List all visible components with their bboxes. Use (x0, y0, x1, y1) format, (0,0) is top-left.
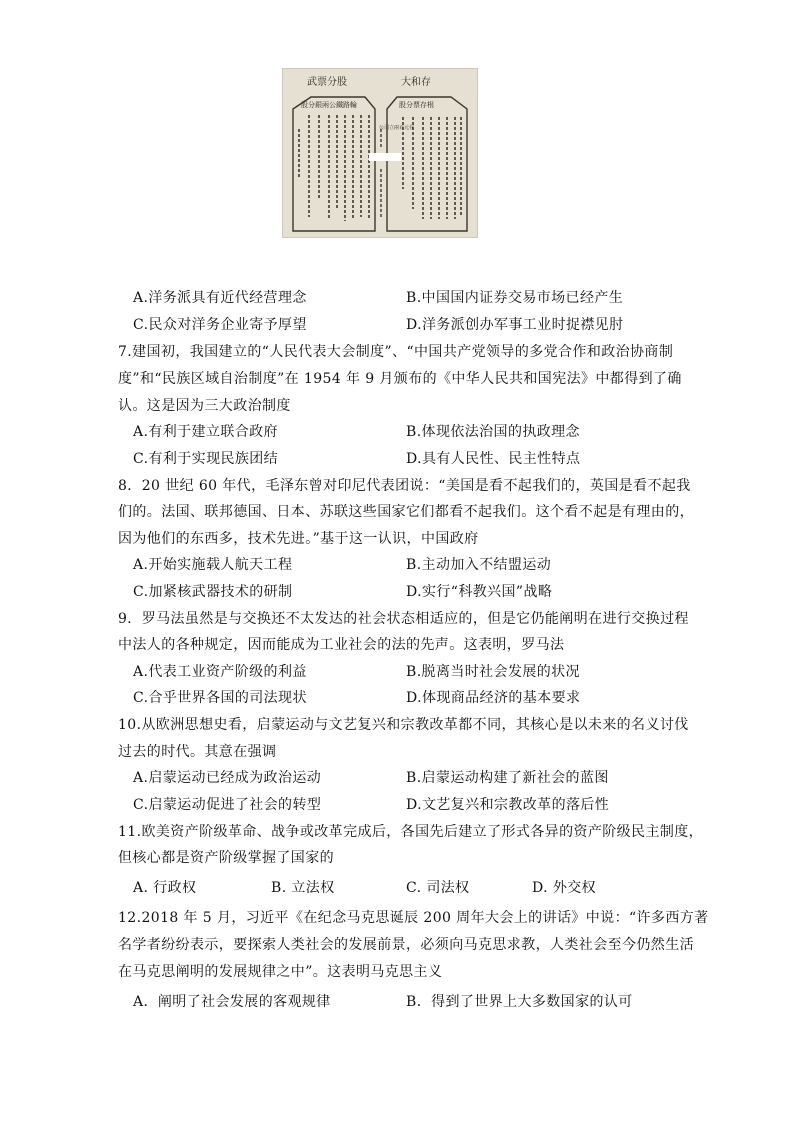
q12-option-b: B．得到了世界上大多数国家的认可 (406, 994, 633, 1010)
q8-option-d: D.实行“科教兴国”战略 (406, 584, 553, 600)
q8-stem-line1: 8．20 世纪 60 年代，毛泽东曾对印尼代表团说：“美国是看不起我们的，英国是看不起我 (118, 478, 691, 494)
q7-option-c: C.有利于实现民族团结 (133, 451, 279, 467)
q10-option-b: B.启蒙运动构建了新社会的蓝图 (406, 770, 609, 786)
q10-stem-line1: 10.从欧洲思想史看，启蒙运动与文艺复兴和宗教改革都不同，其核心是以未来的名义讨伐 (118, 717, 689, 733)
q11-stem-line2: 但核心都是资产阶级掌握了国家的 (118, 850, 334, 866)
q11-stem-line1: 11.欧美资产阶级革命、战争或改革完成后，各国先后建立了形式各异的资产阶级民主制度， (118, 824, 704, 840)
q9-option-a: A.代表工业资产阶级的利益 (133, 664, 307, 680)
q7-option-a: A.有利于建立联合政府 (133, 424, 278, 440)
q6-option-a: A.洋务派具有近代经营理念 (133, 290, 307, 306)
q8-option-a: A.开始实施载人航天工程 (133, 557, 293, 573)
q7-stem-line2: 度”和“民族区域自治制度”在 1954 年 9 月颁布的《中华人民共和国宪法》中都得到了确 (118, 371, 682, 387)
center-seam-text: 公司立兩百元存 (379, 125, 415, 131)
q12-option-a: A．阐明了社会发展的客观规律 (133, 994, 331, 1010)
q9-option-c: C.合乎世界各国的司法现状 (133, 690, 307, 706)
q11-option-c: C. 司法权 (406, 880, 470, 896)
q8-option-b: B.主动加入不结盟运动 (406, 557, 552, 573)
q12-stem-line2: 名学者纷纷表示，要探索人类社会的发展前景，必须向马克思求教，人类社会至今仍然生活 (118, 937, 694, 953)
q7-option-b: B.体现依法治国的执政理念 (406, 424, 580, 440)
q7-stem-line1: 7.建国初，我国建立的“人民代表大会制度”、“中国共产党领导的多党合作和政治协商制 (118, 344, 674, 360)
left-header-text: 武票分股 (307, 77, 347, 88)
left-subheader-text: 股分銀兩公鐵路輪 (301, 101, 357, 109)
right-header-text: 大和存 (401, 77, 431, 88)
q10-option-d: D.文艺复兴和宗教改革的落后性 (406, 797, 610, 813)
q7-option-d: D.具有人民性、民主性特点 (406, 451, 581, 467)
q10-option-a: A.启蒙运动已经成为政治运动 (133, 770, 322, 786)
q8-stem-line3: 因为他们的东西多，技术先进。”基于这一认识，中国政府 (118, 531, 479, 547)
q8-stem-line2: 们的。法国、联邦德国、日本、苏联这些国家它们都看不起我们。这个看不起是有理由的， (118, 504, 694, 520)
q9-stem-line2: 中法人的各种规定，因而能成为工业社会的法的先声。这表明，罗马法 (118, 637, 565, 653)
q11-option-b: B. 立法权 (271, 880, 335, 896)
q6-option-c: C.民众对洋务企业寄予厚望 (133, 317, 307, 333)
q12-stem-line3: 在马克思阐明的发展规律之中”。这表明马克思主义 (118, 964, 443, 980)
q9-stem-line1: 9．罗马法虽然是与交换还不太发达的社会状态相适应的，但是它仍能阐明在进行交换过程 (118, 611, 689, 627)
q12-stem-line1: 12.2018 年 5 月，习近平《在纪念马克思诞辰 200 周年大会上的讲话》中说：“许多西方著 (118, 910, 709, 926)
q9-option-d: D.体现商品经济的基本要求 (406, 690, 581, 706)
q11-option-d: D. 外交权 (532, 880, 597, 896)
q11-option-a: A. 行政权 (133, 880, 197, 896)
q10-option-c: C.启蒙运动促进了社会的转型 (133, 797, 322, 813)
q9-option-b: B.脱离当时社会发展的状况 (406, 664, 580, 680)
q6-option-d: D.洋务派创办军事工业时捉襟见肘 (406, 317, 624, 333)
stock-certificate-image (282, 68, 478, 238)
q7-stem-line3: 认。这是因为三大政治制度 (118, 398, 291, 414)
q10-stem-line2: 过去的时代。其意在强调 (118, 744, 277, 760)
q8-option-c: C.加紧核武器技术的研制 (133, 584, 293, 600)
right-subheader-text: 股分票存根 (399, 101, 434, 109)
q6-option-b: B.中国国内证券交易市场已经产生 (406, 290, 624, 306)
